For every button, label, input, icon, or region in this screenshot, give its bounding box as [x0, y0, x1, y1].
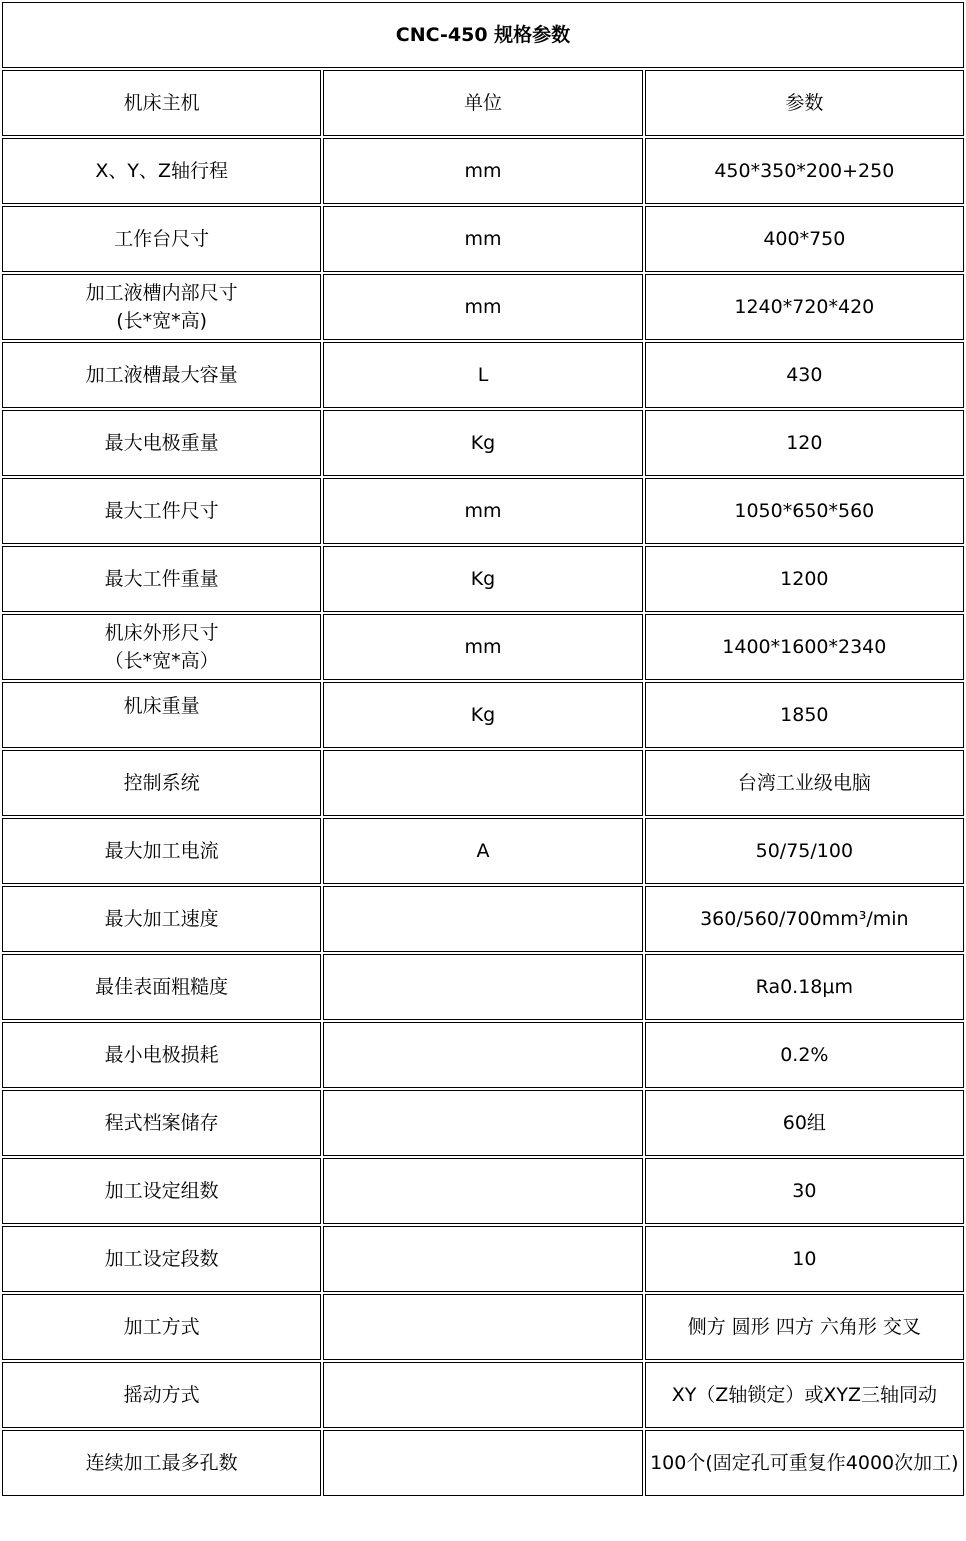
table-row: [2, 1294, 964, 1360]
table-row: [2, 546, 964, 612]
row-item: [2, 614, 321, 680]
table-row: [2, 138, 964, 204]
row-value: 30: [645, 1158, 964, 1224]
row-item-line2: (长*宽*高): [116, 310, 208, 332]
table-row: [2, 1430, 964, 1496]
row-unit: [323, 1430, 642, 1496]
row-item: 最大工件尺寸: [2, 478, 321, 544]
row-value: Ra0.18μm: [645, 954, 964, 1020]
row-item-line2: （长*宽*高）: [104, 650, 219, 672]
row-unit: mm: [323, 478, 642, 544]
row-item-line1: 加工液槽内部尺寸: [85, 282, 238, 304]
table-row: [2, 206, 964, 272]
row-item: 连续加工最多孔数: [2, 1430, 321, 1496]
table-row: [2, 954, 964, 1020]
table-row: [2, 410, 964, 476]
table-row: [2, 750, 964, 816]
row-value: 1050*650*560: [645, 478, 964, 544]
table-row: [2, 1158, 964, 1224]
row-item: 加工设定组数: [2, 1158, 321, 1224]
row-item: 最大加工电流: [2, 818, 321, 884]
row-unit: [323, 750, 642, 816]
row-unit: [323, 886, 642, 952]
table-row: [2, 614, 964, 680]
table-row: [2, 886, 964, 952]
row-unit: Kg: [323, 546, 642, 612]
row-value: 450*350*200+250: [645, 138, 964, 204]
row-item: 最大电极重量: [2, 410, 321, 476]
row-item: 加工方式: [2, 1294, 321, 1360]
row-item: 程式档案储存: [2, 1090, 321, 1156]
row-unit: mm: [323, 138, 642, 204]
row-unit: [323, 1294, 642, 1360]
table-row: [2, 1090, 964, 1156]
table-row: [2, 478, 964, 544]
row-unit: L: [323, 342, 642, 408]
row-unit: A: [323, 818, 642, 884]
row-item: 加工液槽最大容量: [2, 342, 321, 408]
row-item-text: 机床重量: [123, 695, 200, 717]
row-value: 60组: [645, 1090, 964, 1156]
table-row: [2, 682, 964, 748]
row-value: 400*750: [645, 206, 964, 272]
row-value: 1240*720*420: [645, 274, 964, 340]
row-unit: [323, 1090, 642, 1156]
row-value: 50/75/100: [645, 818, 964, 884]
row-unit: [323, 954, 642, 1020]
row-item: 控制系统: [2, 750, 321, 816]
row-value: XY（Z轴锁定）或XYZ三轴同动: [645, 1362, 964, 1428]
row-value: 侧方 圆形 四方 六角形 交叉: [645, 1294, 964, 1360]
row-value: 1850: [645, 682, 964, 748]
row-item: 加工设定段数: [2, 1226, 321, 1292]
row-value: 0.2%: [645, 1022, 964, 1088]
row-item: 摇动方式: [2, 1362, 321, 1428]
table-row: [2, 818, 964, 884]
row-unit: Kg: [323, 410, 642, 476]
row-item: 工作台尺寸: [2, 206, 321, 272]
row-value: 360/560/700mm³/min: [645, 886, 964, 952]
row-item: 最小电极损耗: [2, 1022, 321, 1088]
row-item-line1: 机床外形尺寸: [104, 622, 219, 644]
row-unit: [323, 1226, 642, 1292]
row-item: 最大工件重量: [2, 546, 321, 612]
table-row: [2, 342, 964, 408]
row-unit: mm: [323, 274, 642, 340]
row-value: 台湾工业级电脑: [645, 750, 964, 816]
row-value: 10: [645, 1226, 964, 1292]
row-value: 430: [645, 342, 964, 408]
row-unit: [323, 1022, 642, 1088]
header-unit: 单位: [323, 70, 642, 136]
row-unit: mm: [323, 614, 642, 680]
row-unit: [323, 1362, 642, 1428]
row-item: X、Y、Z轴行程: [2, 138, 321, 204]
header-value: 参数: [645, 70, 964, 136]
header-item: 机床主机: [2, 70, 321, 136]
header-row: [2, 70, 964, 136]
row-value: 120: [645, 410, 964, 476]
title-row: [2, 2, 964, 68]
table-row: [2, 1022, 964, 1088]
row-value: 1400*1600*2340: [645, 614, 964, 680]
table-title: CNC-450 规格参数: [2, 2, 964, 68]
row-value: 100个(固定孔可重复作4000次加工): [645, 1430, 964, 1496]
row-unit: mm: [323, 206, 642, 272]
row-value: 1200: [645, 546, 964, 612]
row-item: [2, 274, 321, 340]
row-item: 最大加工速度: [2, 886, 321, 952]
table-row: [2, 274, 964, 340]
row-unit: [323, 1158, 642, 1224]
row-item: [2, 682, 321, 748]
table-row: [2, 1362, 964, 1428]
row-unit: Kg: [323, 682, 642, 748]
row-item: 最佳表面粗糙度: [2, 954, 321, 1020]
table-row: [2, 1226, 964, 1292]
